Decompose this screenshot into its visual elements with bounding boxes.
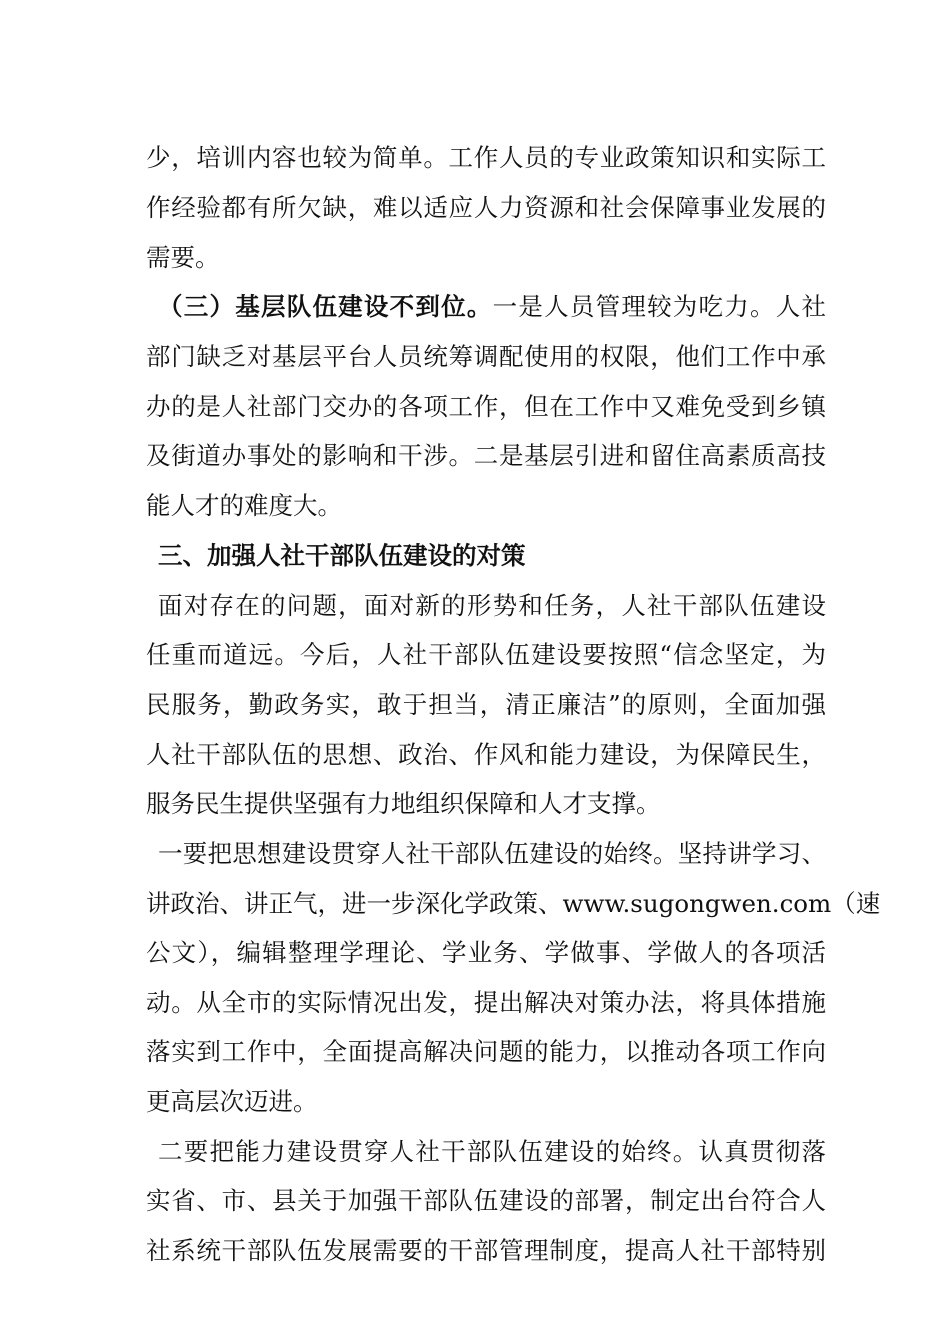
paragraph-3-line-2: 任重而道远。今后，人社干部队伍建设要按照“信念坚定，为 (146, 640, 826, 669)
paragraph-1-line-1: 少，培训内容也较为简单。工作人员的专业政策知识和实际工 (146, 143, 826, 172)
paragraph-3-line-5: 服务民生提供坚强有力地组织保障和人才支撑。 (146, 789, 661, 818)
paragraph-4-line-3: 公文），编辑整理学理论、学业务、学做事、学做人的各项活 (146, 938, 826, 967)
paragraph-5-line-2: 实省、市、县关于加强干部队伍建设的部署，制定出台符合人 (146, 1186, 826, 1215)
paragraph-1-line-3: 需要。 (146, 243, 220, 272)
paragraph-5-line-1: 二要把能力建设贯穿人社干部队伍建设的始终。认真贯彻落 (158, 1137, 826, 1166)
paragraph-4-line-4: 动。从全市的实际情况出发，提出解决对策办法，将具体措施 (146, 988, 826, 1017)
paragraph-3-line-3: 民服务，勤政务实，敢于担当，清正廉洁”的原则，全面加强 (146, 690, 826, 719)
paragraph-4-line-5: 落实到工作中，全面提高解决问题的能力，以推动各项工作向 (146, 1037, 826, 1066)
paragraph-2-line-1 (158, 292, 826, 322)
subsection-heading: （三）基层队伍建设不到位。 (158, 292, 493, 321)
section-heading: 三、加强人社干部队伍建设的对策 (158, 541, 526, 570)
paragraph-1-line-2: 作经验都有所欠缺，难以适应人力资源和社会保障事业发展的 (146, 193, 826, 222)
paragraph-4-line-2: 讲政治、讲正气，进一步深化学政策、www.sugongwen.com（速 (146, 889, 881, 918)
paragraph-2-line-2: 部门缺乏对基层平台人员统筹调配使用的权限，他们工作中承 (146, 342, 826, 371)
paragraph-2-line-5: 能人才的难度大。 (146, 491, 342, 520)
paragraph-4-line-6: 更高层次迈进。 (146, 1087, 318, 1116)
paragraph-5-line-3: 社系统干部队伍发展需要的干部管理制度，提高人社干部特别 (146, 1236, 826, 1265)
paragraph-4-line-1: 一要把思想建设贯穿人社干部队伍建设的始终。坚持讲学习、 (158, 839, 826, 868)
paragraph-2-line-3: 办的是人社部门交办的各项工作，但在工作中又难免受到乡镇 (146, 392, 826, 421)
paragraph-3-line-1: 面对存在的问题，面对新的形势和任务，人社干部队伍建设 (158, 591, 826, 620)
paragraph-2-line-4: 及街道办事处的影响和干涉。二是基层引进和留住高素质高技 (146, 441, 826, 470)
paragraph-2-line-1-rest: 一是人员管理较为吃力。人社 (492, 292, 827, 321)
paragraph-3-line-4: 人社干部队伍的思想、政治、作风和能力建设，为保障民生， (146, 740, 826, 769)
